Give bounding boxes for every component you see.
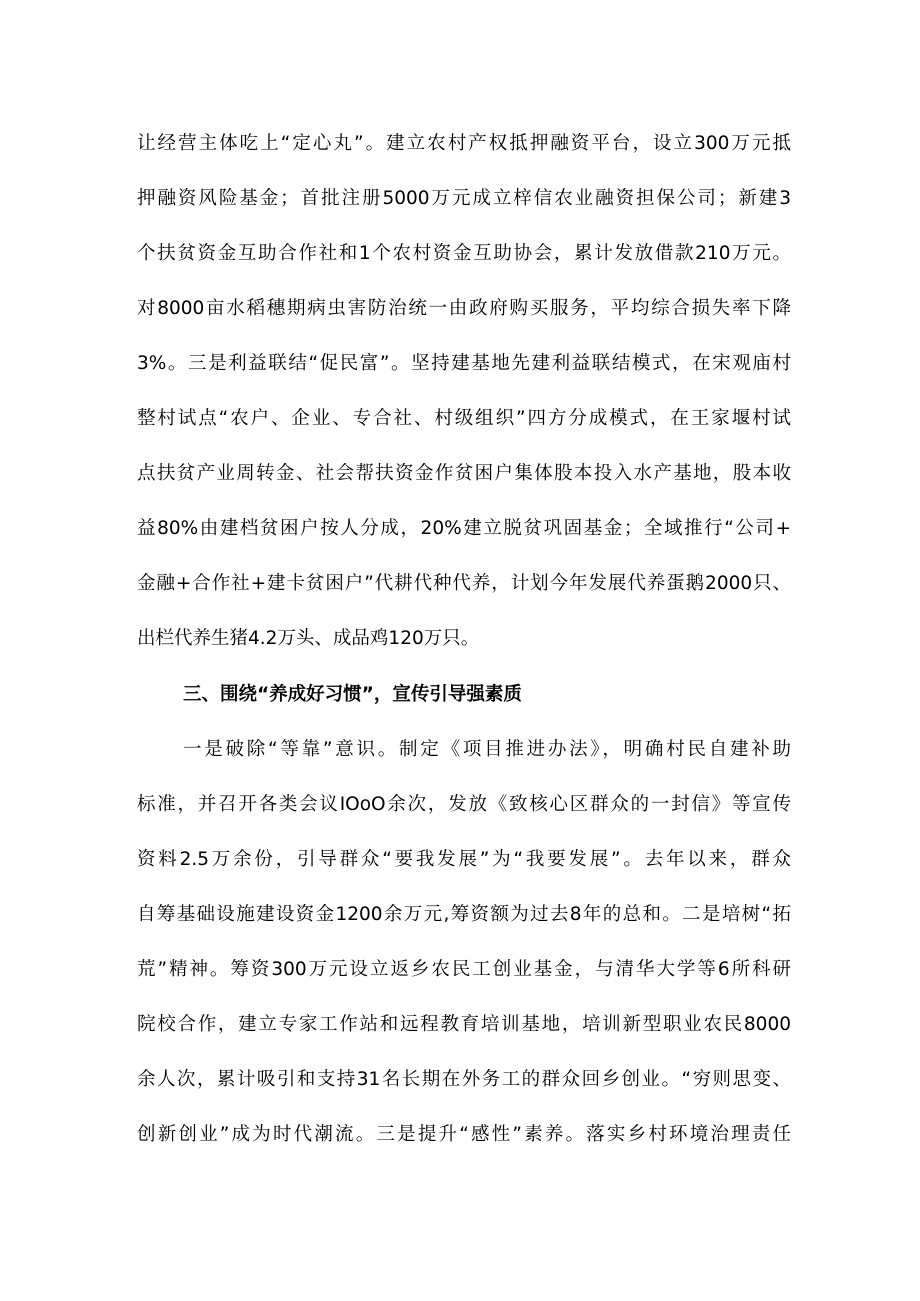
paragraph-line: 个扶贫资金互助合作社和1个农村资金互助协会，累计发放借款210万元。 xyxy=(137,243,791,264)
paragraph-line: 让经营主体吃上“定心丸”。建立农村产权抵押融资平台，设立300万元抵 xyxy=(137,133,791,154)
paragraph-line: 3%。三是利益联结“促民富”。坚持建基地先建利益联结模式，在宋观庙村 xyxy=(137,353,791,374)
section-heading: 三、围绕“养成好习惯”，宣传引导强素质 xyxy=(183,684,522,705)
paragraph-line: 一是破除“等靠”意识。制定《项目推进办法》，明确村民自建补助 xyxy=(183,739,791,760)
paragraph-line: 标准，并召开各类会议IOoO余次，发放《致核心区群众的一封信》等宣传 xyxy=(137,794,791,815)
paragraph-line: 创新创业”成为时代潮流。三是提升“感性”素养。落实乡村环境治理责任 xyxy=(137,1124,791,1145)
paragraph-line: 押融资风险基金；首批注册5000万元成立梓信农业融资担保公司；新建3 xyxy=(137,188,791,209)
paragraph-line: 资料2.5万余份，引导群众“要我发展”为“我要发展”。去年以来，群众 xyxy=(137,849,791,870)
paragraph-line: 院校合作，建立专家工作站和远程教育培训基地，培训新型职业农民8000 xyxy=(137,1014,791,1035)
paragraph-line: 出栏代养生猪4.2万头、成品鸡120万只。 xyxy=(137,628,480,649)
paragraph-line: 点扶贫产业周转金、社会帮扶资金作贫困户集体股本投入水产基地，股本收 xyxy=(137,463,791,484)
paragraph-line: 金融+合作社+建卡贫困户”代耕代种代养，计划今年发展代养蛋鹅2000只、 xyxy=(137,573,791,594)
paragraph-line: 益80%由建档贫困户按人分成，20%建立脱贫巩固基金；全域推行“公司+ xyxy=(137,518,791,539)
paragraph-line: 余人次，累计吸引和支持31名长期在外务工的群众回乡创业。“穷则思变、 xyxy=(137,1069,791,1090)
paragraph-line: 荒”精神。筹资300万元设立返乡农民工创业基金，与清华大学等6所科研 xyxy=(137,959,791,980)
paragraph-line: 整村试点“农户、企业、专合社、村级组织”四方分成模式，在王家堰村试 xyxy=(137,408,791,429)
paragraph-line: 自筹基础设施建设资金1200余万元,筹资额为过去8年的总和。二是培树“拓 xyxy=(137,904,791,925)
paragraph-line: 对8000亩水稻穗期病虫害防治统一由政府购买服务，平均综合损失率下降 xyxy=(137,298,791,319)
